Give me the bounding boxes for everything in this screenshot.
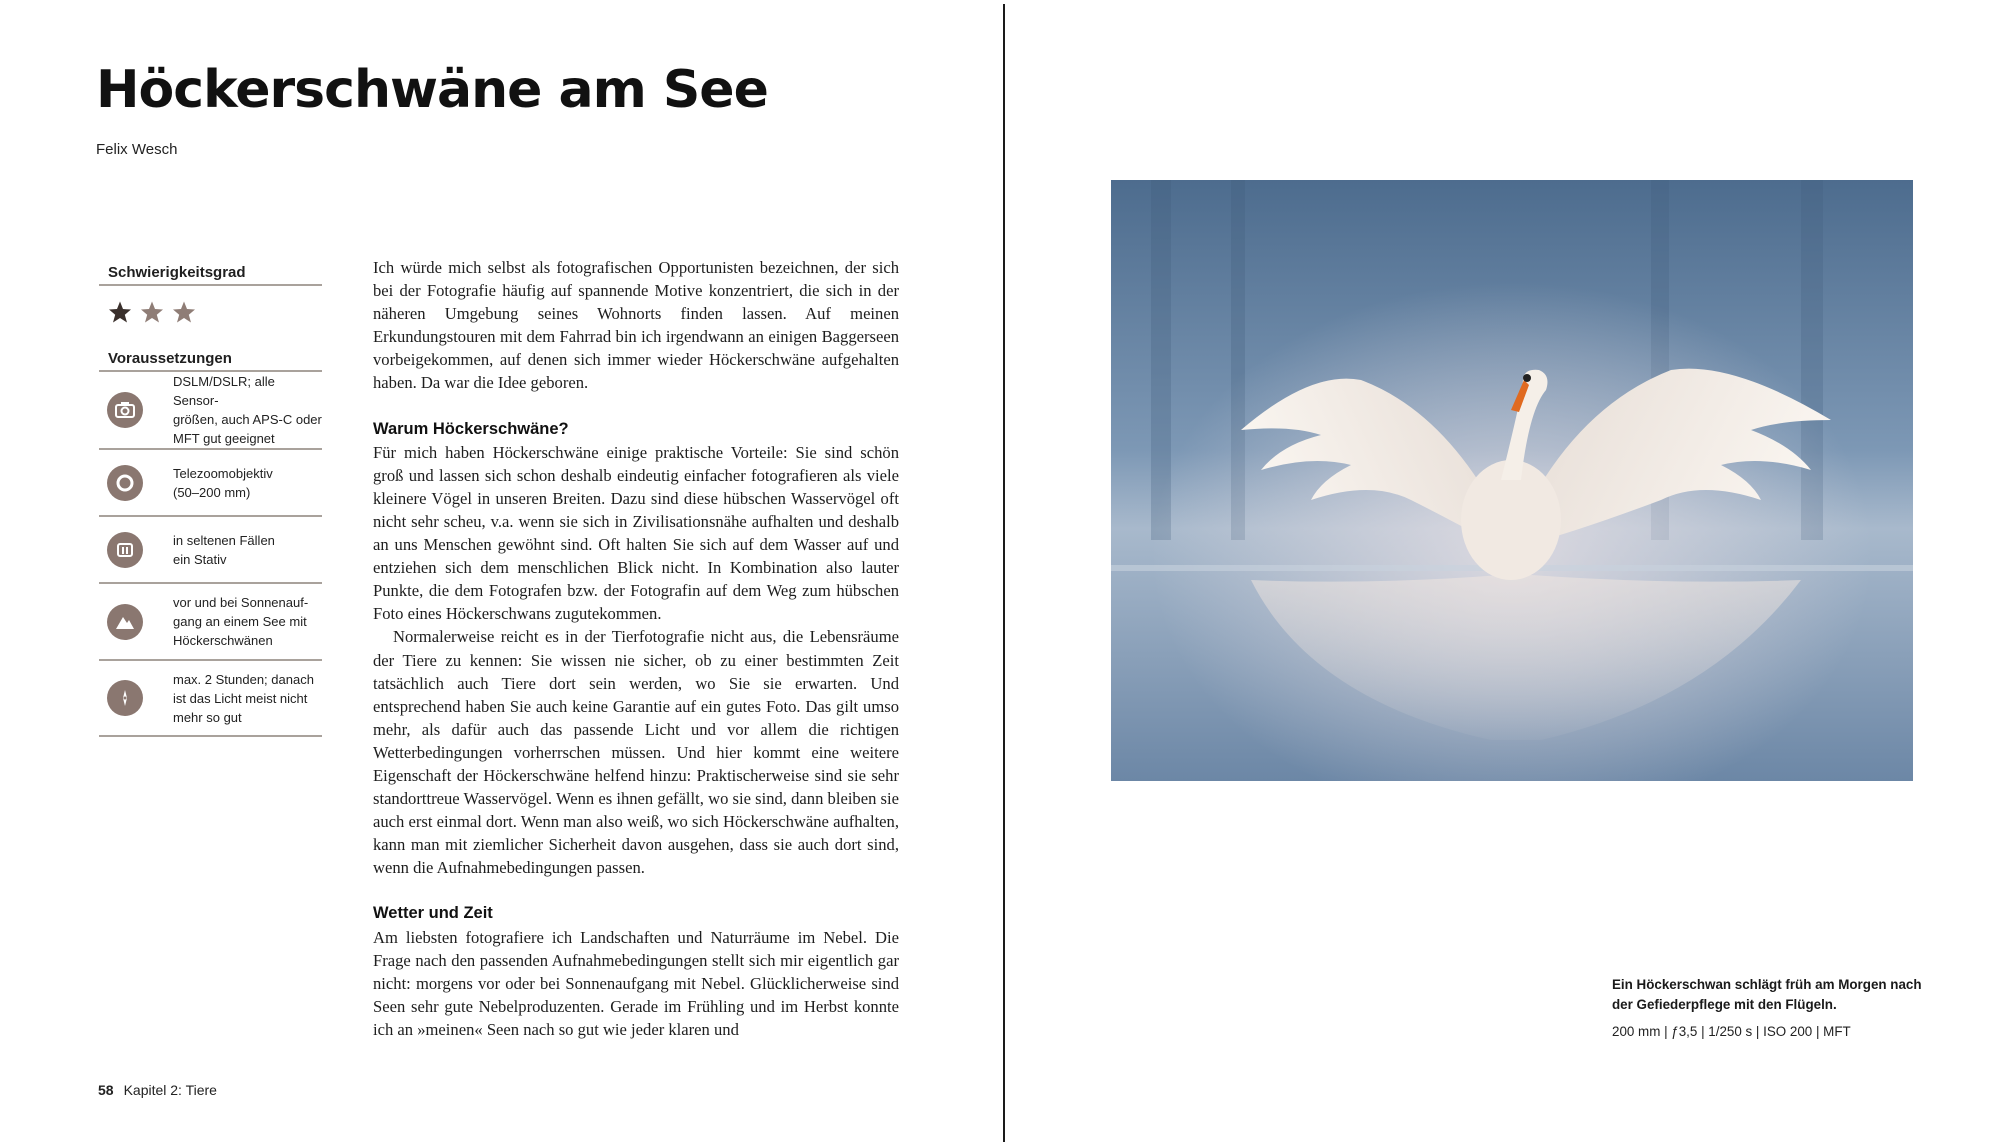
chapter-label: Kapitel 2: Tiere: [123, 1082, 217, 1098]
requirement-text: Telezoomobjektiv (50–200 mm): [173, 465, 273, 500]
page-title: Höckerschwäne am See: [96, 60, 768, 120]
info-sidebar: [99, 264, 322, 737]
swan-photo: [1111, 180, 1913, 781]
requirement-lens: [99, 450, 322, 517]
lens-icon: [107, 465, 143, 501]
body-paragraph: Für mich haben Höckerschwäne einige praktische Vorteile: Sie sind schön groß und lassen sich schon deshalb eindeutig einfacher fotografieren als viele kleinere Vögel in unseren Breiten. Dazu sind diese hübschen Wasservögel oft nicht sehr scheu, v.a. wenn sie sich in Zivilisationsnähe aufhalten und deshalb an uns Menschen gewöhnt sind. Oft halten Sie sich auf dem Wasser auf und entziehen sich dem menschlichen Blick nicht. In Kombination also lauter Punkte, die dem Fotografen bzw. der Fotografin auf dem Weg zum hübschen Foto eines Höckerschwans zugutekommen.: [373, 442, 899, 624]
requirement-camera: [99, 372, 322, 450]
requirement-text: vor und bei Sonnenauf- gang an einem See mit Höckerschwänen: [173, 595, 309, 648]
body-paragraph: Normalerweise reicht es in der Tierfotografie nicht aus, die Lebensräume der Tiere zu kennen: Sie wissen nie sicher, ob zu einer bestimmten Zeit tatsächlich auch Tiere dort sein werden, wo Sie sie erwarten. Und entsprechend haben Sie auch keine Garantie auf ein gutes Foto. Das gilt umso mehr, als dafür auch das passende Licht und vor allem die richtigen Wetterbedingungen vorherrschen müssen. Und hier kommt eine weitere Eigenschaft der Höckerschwäne helfend hinzu: Praktischerweise sind sie sehr standorttreue Wasservögel. Wenn es ihnen gefällt, wo sie sind, dann bleiben sie auch erst einmal dort. Wenn man also weiß, wo sich Höckerschwäne aufhalten, kann man mit ziemlicher Sicherheit davon ausgehen, dass sie auch dort sind, wenn die Aufnahmebedingungen passen.: [373, 627, 899, 878]
section-heading-weather-time: Wetter und Zeit: [373, 904, 493, 923]
requirement-text: max. 2 Stunden; danach ist das Licht meist nicht mehr so gut: [173, 671, 314, 725]
star-icon-empty: [172, 300, 196, 324]
difficulty-stars: [99, 286, 322, 334]
tripod-icon: [107, 532, 143, 568]
caption-text: Ein Höckerschwan schlägt früh am Morgen nach der Gefiederpflege mit den Flügeln.: [1612, 977, 1922, 1012]
camera-icon: [107, 392, 143, 428]
requirement-text: in seltenen Fällen ein Stativ: [173, 532, 275, 567]
intro-paragraph: Ich würde mich selbst als fotografischen Opportunisten bezeichnen, der sich bei der Fotografie häufig auf spannende Motive konzentriert, die sich in der näheren Umgebung seines Wohnorts finden lassen. Auf meinen Erkundungstouren mit dem Fahrrad bin ich irgendwann an einigen Baggerseen vorbeigekommen, auf denen sich immer wieder Höckerschwäne aufgehalten haben. Da war die Idee geboren.: [373, 258, 899, 393]
page-footer: [98, 1082, 217, 1098]
requirement-time: [99, 661, 322, 737]
article-body: [373, 256, 899, 1041]
requirement-text: DSLM/DSLR; alle Sensor- größen, auch APS-C oder MFT gut geeignet: [173, 374, 322, 446]
body-paragraph: Am liebsten fotografiere ich Landschaften und Naturräume im Nebel. Die Frage nach den passenden Aufnahmebedingungen stellt sich mir eigentlich gar nicht: morgens vor oder bei Sonnenaufgang mit Nebel. Glücklicherweise sind Seen sehr gute Nebelproduzenten. Gerade im Frühling und im Herbst konnte ich an »meinen« Seen nach so gut wie jeder klaren und: [373, 927, 899, 1039]
mountain-icon: [107, 604, 143, 640]
requirements-heading: Voraussetzungen: [99, 350, 322, 372]
star-icon-empty: [140, 300, 164, 324]
author-name: Felix Wesch: [96, 141, 178, 158]
requirement-location: [99, 584, 322, 661]
page-gutter: [1003, 4, 1005, 1142]
section-heading-why-swans: Warum Höckerschwäne?: [373, 419, 569, 438]
difficulty-heading: Schwierigkeitsgrad: [99, 264, 322, 286]
requirement-tripod: [99, 517, 322, 584]
photo-caption: [1612, 975, 1932, 1042]
compass-icon: [107, 680, 143, 716]
star-icon-filled: [108, 300, 132, 324]
exposure-details: 200 mm | ƒ3,5 | 1/250 s | ISO 200 | MFT: [1612, 1024, 1851, 1039]
page-number: 58: [98, 1082, 114, 1098]
